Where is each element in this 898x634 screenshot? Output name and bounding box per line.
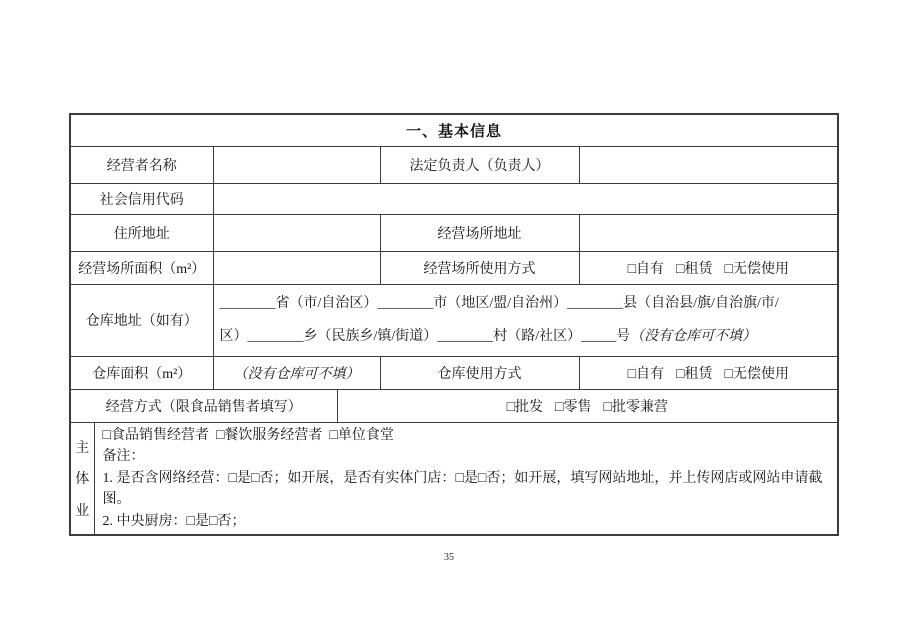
checkbox-canteen[interactable]: □单位食堂 [329,427,394,443]
remark2-text-a: 2. 中央厨房： [102,513,187,529]
main-body-content-cell [94,422,838,535]
checkbox-retail[interactable]: □零售 [555,399,592,415]
remark1-text-a: 1. 是否含网络经营： [102,470,229,486]
section-title: 一、基本信息 [70,114,838,146]
main-body-vertical-text [71,425,94,531]
checkbox-warehouse-self-owned[interactable]: □自有 [627,366,665,382]
main-body-char-3: 业 [75,503,90,519]
checkbox-food-seller[interactable]: □食品销售经营者 [102,427,209,443]
residence-input-cell[interactable] [213,214,380,251]
table-row [70,356,838,389]
table-row [70,284,838,356]
table-row [70,183,838,214]
operator-name-label: 经营者名称 [70,146,213,183]
warehouse-area-label: 仓库面积（m²） [70,356,213,389]
remark-line-2 [103,511,830,533]
warehouse-usage-options-cell [579,356,838,389]
business-mode-options-cell [337,389,838,422]
premises-address-label: 经营场所地址 [380,214,579,251]
warehouse-address-line1: ________省（市/自治区）________市（地区/盟/自治州）________县（自治县/旗/自治旗/市/ [219,296,779,311]
checkbox-physical-store-yes[interactable]: □是 [455,470,478,486]
checkbox-online-no[interactable]: □否 [250,470,274,486]
warehouse-address-line2-text: 区）________乡（民族乡/镇/街道）________村（路/社区）_____号 [219,329,631,344]
business-mode-label: 经营方式（限食品销售者填写） [70,389,337,422]
remark1-text-b: ；如开展，是否有实体门店： [273,470,456,486]
remarks-heading: 备注： [102,449,145,464]
table-row [70,146,838,183]
premises-area-label: 经营场所面积（m²） [70,251,213,284]
remark1-text-c: ；如开展，填写网站地址，并上传网店或网站申请截图。 [102,470,823,507]
residence-label: 住所地址 [70,214,213,251]
legal-rep-label: 法定负责人（负责人） [380,146,579,183]
premises-address-input-cell[interactable] [579,214,838,251]
premises-area-input-cell[interactable] [213,251,380,284]
warehouse-address-label: 仓库地址（如有） [70,284,213,356]
checkbox-warehouse-free-use[interactable]: □无偿使用 [724,366,789,382]
table-row [70,114,838,146]
main-body-char-1: 主 [75,440,90,456]
warehouse-address-line2 [220,320,832,353]
credit-code-input-cell[interactable] [213,183,838,214]
checkbox-central-kitchen-yes[interactable]: □是 [186,513,209,529]
credit-code-label: 社会信用代码 [70,183,213,214]
checkbox-premises-self-owned[interactable]: □自有 [627,261,665,277]
checkbox-physical-store-no[interactable]: □否 [477,470,501,486]
checkbox-premises-free-use[interactable]: □无偿使用 [724,261,789,277]
warehouse-usage-label: 仓库使用方式 [380,356,579,389]
warehouse-address-note: （没有仓库可不填） [630,329,757,344]
remark2-text-b: ； [231,513,246,529]
remark-line-1 [103,468,830,511]
premises-usage-label: 经营场所使用方式 [380,251,579,284]
checkbox-warehouse-leased[interactable]: □租赁 [676,366,713,382]
legal-rep-input-cell[interactable] [579,146,838,183]
main-body-label [70,422,94,535]
checkbox-online-yes[interactable]: □是 [228,470,251,486]
checkbox-premises-leased[interactable]: □租赁 [676,261,713,277]
table-row [70,389,838,422]
table-row [70,251,838,284]
premises-usage-options-cell [579,251,838,284]
table-row [70,214,838,251]
warehouse-address-fill-cell[interactable] [213,284,838,356]
checkbox-wholesale-retail[interactable]: □批零兼营 [603,399,668,415]
main-body-categories [103,425,830,447]
checkbox-wholesale[interactable]: □批发 [506,399,544,415]
operator-name-input-cell[interactable] [213,146,380,183]
basic-info-table [69,113,839,536]
table-row [70,422,838,535]
page-number: 35 [444,552,454,563]
main-body-char-2: 体 [75,472,90,488]
checkbox-catering-service[interactable]: □餐饮服务经营者 [215,427,323,443]
warehouse-area-note-cell: （没有仓库可不填） [213,356,380,389]
checkbox-central-kitchen-no[interactable]: □否 [208,513,232,529]
